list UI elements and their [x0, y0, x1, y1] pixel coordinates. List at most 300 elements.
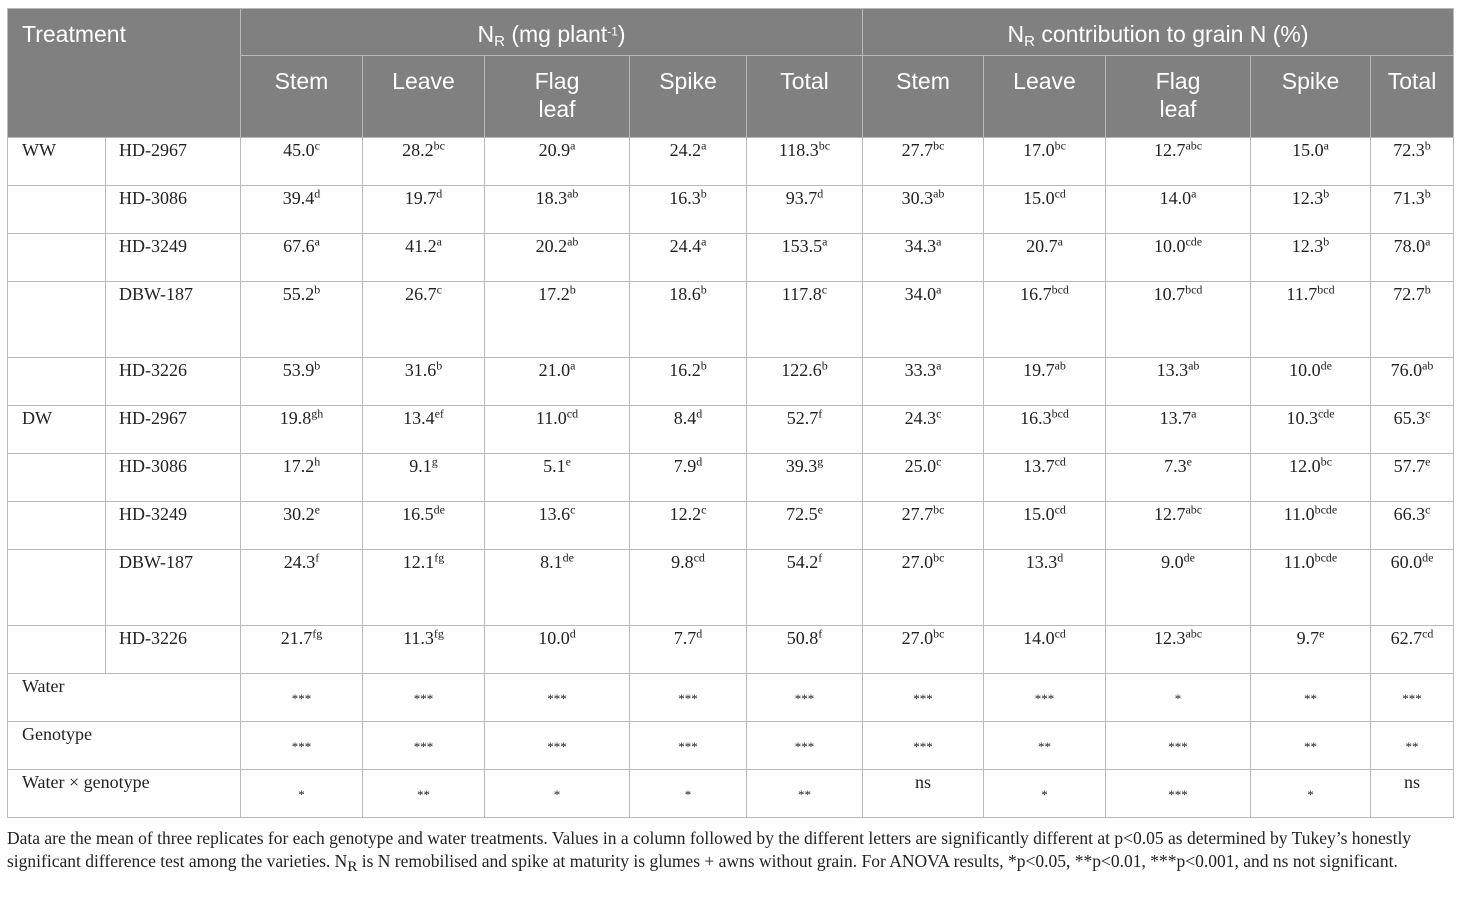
value-cell [747, 550, 863, 626]
anova-significance: *** [241, 722, 363, 770]
significance-letter: ab [567, 234, 579, 249]
value-cell [1106, 282, 1251, 358]
significance-letter: d [314, 186, 321, 201]
value-cell [863, 138, 984, 186]
column-header: Stem [863, 56, 984, 138]
value-cell [863, 282, 984, 358]
genotype-cell: HD-3249 [106, 234, 241, 282]
significance-letter: ab [1054, 358, 1066, 373]
significance-letter: e [565, 454, 571, 469]
value-cell [630, 186, 747, 234]
column-header: Stem [241, 56, 363, 138]
cell-value: 10.7 [1153, 284, 1186, 304]
significance-letter: c [936, 454, 942, 469]
anova-significance: ** [363, 770, 485, 818]
significance-letter: cd [1054, 502, 1066, 517]
significance-letter: de [562, 550, 574, 565]
cell-value: 18.3 [535, 188, 568, 208]
cell-value: 67.6 [283, 236, 315, 256]
table-row [8, 454, 1454, 502]
anova-row [8, 722, 1454, 770]
value-cell [241, 234, 363, 282]
significance-letter: ab [567, 186, 579, 201]
significance-letter: c [936, 406, 942, 421]
value-cell [1106, 550, 1251, 626]
anova-significance: *** [363, 674, 485, 722]
significance-letter: bcd [1185, 282, 1203, 297]
significance-letter: fg [434, 550, 445, 565]
value-cell [1371, 282, 1454, 358]
cell-value: 18.6 [669, 284, 701, 304]
significance-letter: de [1422, 550, 1434, 565]
genotype-cell: HD-2967 [106, 406, 241, 454]
value-cell [363, 626, 485, 674]
cell-value: 11.0 [1283, 504, 1315, 524]
significance-letter: bc [933, 502, 945, 517]
significance-letter: a [936, 358, 942, 373]
cell-value: 39.4 [282, 188, 315, 208]
table-row [8, 358, 1454, 406]
cell-value: 13.6 [538, 504, 571, 524]
significance-letter: bcd [1051, 406, 1069, 421]
value-cell [984, 138, 1106, 186]
significance-letter: abc [1185, 626, 1203, 641]
value-cell [863, 358, 984, 406]
anova-significance: * [630, 770, 747, 818]
significance-letter: c [570, 502, 576, 517]
table-row [8, 502, 1454, 550]
value-cell [241, 550, 363, 626]
table-row [8, 186, 1454, 234]
value-cell [1106, 406, 1251, 454]
significance-letter: c [1425, 406, 1431, 421]
significance-letter: e [1319, 626, 1325, 641]
significance-letter: a [314, 234, 320, 249]
cell-value: 45.0 [283, 140, 315, 160]
significance-letter: cde [1317, 406, 1335, 421]
value-cell [1371, 138, 1454, 186]
value-cell [630, 138, 747, 186]
cell-value: 7.3 [1164, 456, 1187, 476]
cell-value: 12.2 [669, 504, 702, 524]
header-treatment: Treatment [8, 9, 241, 138]
header-nr-contribution: $N_R$ contribution to grain N (%) [863, 9, 1454, 56]
cell-value: 8.1 [540, 552, 563, 572]
anova-significance: *** [747, 722, 863, 770]
cell-value: 65.3 [1393, 408, 1426, 428]
significance-letter: a [701, 138, 707, 153]
cell-value: 30.3 [901, 188, 934, 208]
value-cell [984, 550, 1106, 626]
significance-letter: b [700, 186, 707, 201]
anova-label: Genotype [8, 722, 241, 770]
cell-value: 10.0 [538, 628, 570, 648]
cell-value: 20.2 [535, 236, 568, 256]
significance-letter: e [314, 502, 320, 517]
cell-value: 27.0 [901, 552, 934, 572]
anova-significance: * [1106, 674, 1251, 722]
cell-value: 78.0 [1393, 236, 1426, 256]
value-cell [984, 186, 1106, 234]
value-cell [485, 282, 630, 358]
cell-value: 19.8 [279, 408, 312, 428]
value-cell [747, 406, 863, 454]
value-cell [363, 406, 485, 454]
value-cell [984, 454, 1106, 502]
cell-value: 71.3 [1393, 188, 1425, 208]
cell-value: 62.7 [1390, 628, 1423, 648]
anova-significance: ** [984, 722, 1106, 770]
cell-value: 39.3 [785, 456, 818, 476]
cell-value: 13.4 [403, 408, 435, 428]
value-cell [747, 454, 863, 502]
cell-value: 27.7 [901, 504, 934, 524]
significance-letter: cd [1054, 626, 1066, 641]
cell-value: 20.7 [1026, 236, 1058, 256]
value-cell [1106, 234, 1251, 282]
significance-letter: g [431, 454, 438, 469]
anova-significance: *** [1106, 770, 1251, 818]
genotype-cell: HD-2967 [106, 138, 241, 186]
cell-value: 33.3 [904, 360, 937, 380]
cell-value: 10.0 [1153, 236, 1186, 256]
value-cell [363, 358, 485, 406]
cell-value: 21.0 [538, 360, 571, 380]
anova-significance: *** [485, 722, 630, 770]
value-cell [1251, 454, 1371, 502]
significance-letter: bc [818, 138, 831, 153]
significance-letter: c [701, 502, 707, 517]
significance-letter: b [1323, 186, 1330, 201]
value-cell [863, 186, 984, 234]
cell-value: 93.7 [785, 188, 818, 208]
genotype-cell: HD-3226 [106, 626, 241, 674]
cell-value: 34.0 [904, 284, 937, 304]
value-cell [984, 406, 1106, 454]
value-cell [630, 358, 747, 406]
significance-letter: d [436, 186, 443, 201]
significance-letter: f [315, 550, 320, 565]
cell-value: 15.0 [1292, 140, 1324, 160]
cell-value: 16.3 [1020, 408, 1052, 428]
value-cell [863, 626, 984, 674]
cell-value: 118.3 [778, 140, 819, 160]
anova-significance: ns [863, 770, 984, 818]
value-cell [241, 454, 363, 502]
value-cell [863, 234, 984, 282]
significance-letter: bcde [1314, 502, 1338, 517]
table-row [8, 138, 1454, 186]
anova-label: Water × genotype [8, 770, 241, 818]
value-cell [363, 550, 485, 626]
cell-value: 41.2 [405, 236, 437, 256]
anova-significance: * [485, 770, 630, 818]
cell-value: 16.5 [402, 504, 434, 524]
cell-value: 24.3 [904, 408, 937, 428]
value-cell [863, 454, 984, 502]
value-cell [747, 138, 863, 186]
value-cell [1251, 550, 1371, 626]
treatment-cell [8, 358, 106, 406]
value-cell [1106, 502, 1251, 550]
anova-significance: *** [984, 674, 1106, 722]
cell-value: 30.2 [283, 504, 315, 524]
anova-significance: ** [747, 770, 863, 818]
anova-significance: *** [1371, 674, 1454, 722]
cell-value: 12.3 [1153, 628, 1186, 648]
cell-value: 27.7 [901, 140, 934, 160]
cell-value: 16.7 [1020, 284, 1052, 304]
value-cell [363, 454, 485, 502]
significance-letter: cd [1422, 626, 1434, 641]
significance-letter: bcd [1051, 282, 1069, 297]
cell-value: 12.3 [1291, 188, 1324, 208]
cell-value: 13.7 [1159, 408, 1192, 428]
value-cell [630, 626, 747, 674]
anova-significance: * [984, 770, 1106, 818]
value-cell [1251, 406, 1371, 454]
value-cell [363, 138, 485, 186]
cell-value: 11.0 [1283, 552, 1315, 572]
value-cell [630, 550, 747, 626]
value-cell [630, 454, 747, 502]
cell-value: 31.6 [404, 360, 437, 380]
anova-significance: *** [630, 674, 747, 722]
cell-value: 10.3 [1286, 408, 1318, 428]
value-cell [863, 406, 984, 454]
significance-letter: bc [1054, 138, 1066, 153]
significance-letter: a [436, 234, 442, 249]
anova-significance: *** [630, 722, 747, 770]
cell-value: 9.8 [671, 552, 694, 572]
anova-significance: * [241, 770, 363, 818]
column-header: Leave [984, 56, 1106, 138]
treatment-cell [8, 626, 106, 674]
cell-value: 13.3 [1025, 552, 1058, 572]
significance-letter: d [696, 454, 703, 469]
cell-value: 72.5 [786, 504, 818, 524]
cell-value: 19.7 [1023, 360, 1055, 380]
cell-value: 14.0 [1023, 628, 1055, 648]
cell-value: 12.0 [1289, 456, 1321, 476]
significance-letter: b [314, 358, 321, 373]
value-cell [984, 358, 1106, 406]
significance-letter: d [1057, 550, 1064, 565]
value-cell [363, 234, 485, 282]
cell-value: 15.0 [1023, 504, 1055, 524]
cell-value: 20.9 [538, 140, 571, 160]
value-cell [1371, 358, 1454, 406]
cell-value: 27.0 [901, 628, 934, 648]
cell-value: 8.4 [673, 408, 697, 428]
significance-letter: c [1425, 502, 1431, 517]
value-cell [363, 502, 485, 550]
anova-label: Water [8, 674, 241, 722]
header-nr-mg-plant: $N_R$ (mg plant$^{-1}$) [241, 9, 863, 56]
cell-value: 5.1 [543, 456, 566, 476]
genotype-cell: HD-3249 [106, 502, 241, 550]
significance-letter: b [1424, 282, 1431, 297]
value-cell [1251, 186, 1371, 234]
genotype-cell: HD-3086 [106, 454, 241, 502]
cell-value: 76.0 [1390, 360, 1423, 380]
cell-value: 34.3 [904, 236, 937, 256]
significance-letter: a [936, 234, 942, 249]
cell-value: 12.3 [1291, 236, 1324, 256]
cell-value: 24.3 [283, 552, 316, 572]
value-cell [1371, 406, 1454, 454]
value-cell [485, 138, 630, 186]
significance-letter: cd [1054, 186, 1066, 201]
column-header: Spike [1251, 56, 1371, 138]
significance-letter: gh [311, 406, 324, 421]
value-cell [363, 186, 485, 234]
genotype-cell: DBW-187 [106, 550, 241, 626]
cell-value: 66.3 [1393, 504, 1426, 524]
value-cell [485, 186, 630, 234]
table-row [8, 626, 1454, 674]
anova-significance: *** [747, 674, 863, 722]
significance-letter: e [1425, 454, 1431, 469]
value-cell [984, 626, 1106, 674]
value-cell [747, 186, 863, 234]
cell-value: 17.0 [1023, 140, 1055, 160]
table-row [8, 550, 1454, 626]
value-cell [1371, 502, 1454, 550]
cell-value: 57.7 [1393, 456, 1426, 476]
cell-value: 24.4 [669, 236, 702, 256]
anova-significance: *** [485, 674, 630, 722]
significance-letter: bc [933, 550, 945, 565]
significance-letter: d [696, 406, 703, 421]
genotype-cell: HD-3226 [106, 358, 241, 406]
significance-letter: f [818, 550, 823, 565]
significance-letter: e [817, 502, 823, 517]
cell-value: 10.0 [1289, 360, 1321, 380]
value-cell [1251, 282, 1371, 358]
value-cell [1251, 358, 1371, 406]
column-header: Leave [363, 56, 485, 138]
significance-letter: a [1191, 406, 1197, 421]
value-cell [1371, 626, 1454, 674]
significance-letter: b [436, 358, 443, 373]
significance-letter: b [700, 282, 707, 297]
significance-letter: abc [1185, 502, 1203, 517]
value-cell [630, 234, 747, 282]
cell-value: 53.9 [282, 360, 315, 380]
significance-letter: bc [433, 138, 445, 153]
significance-letter: h [314, 454, 321, 469]
cell-value: 117.8 [781, 284, 822, 304]
value-cell [1106, 186, 1251, 234]
significance-letter: a [1057, 234, 1063, 249]
significance-letter: a [822, 234, 828, 249]
treatment-cell [8, 282, 106, 358]
value-cell [485, 406, 630, 454]
anova-row [8, 674, 1454, 722]
genotype-cell: HD-3086 [106, 186, 241, 234]
value-cell [485, 550, 630, 626]
significance-letter: d [696, 626, 703, 641]
significance-letter: a [1191, 186, 1197, 201]
significance-letter: b [700, 358, 707, 373]
significance-letter: de [433, 502, 445, 517]
treatment-cell [8, 454, 106, 502]
value-cell [241, 358, 363, 406]
column-header: Flag leaf [1106, 56, 1251, 138]
value-cell [1251, 138, 1371, 186]
value-cell [747, 234, 863, 282]
value-cell [630, 282, 747, 358]
cell-value: 153.5 [781, 236, 823, 256]
results-table [7, 8, 1454, 818]
cell-value: 11.0 [535, 408, 567, 428]
value-cell [1106, 626, 1251, 674]
value-cell [241, 502, 363, 550]
treatment-cell [8, 550, 106, 626]
cell-value: 72.3 [1393, 140, 1425, 160]
significance-letter: c [821, 282, 828, 297]
value-cell [984, 234, 1106, 282]
significance-letter: c [436, 282, 442, 297]
cell-value: 24.2 [669, 140, 702, 160]
value-cell [1106, 138, 1251, 186]
value-cell [747, 282, 863, 358]
significance-letter: bc [1320, 454, 1332, 469]
significance-letter: b [1323, 234, 1330, 249]
table-row [8, 234, 1454, 282]
cell-value: 17.2 [538, 284, 570, 304]
table-row [8, 406, 1454, 454]
significance-letter: a [1425, 234, 1431, 249]
significance-letter: ab [933, 186, 945, 201]
cell-value: 16.3 [669, 188, 701, 208]
value-cell [1371, 550, 1454, 626]
cell-value: 52.7 [786, 408, 819, 428]
significance-letter: e [1186, 454, 1192, 469]
cell-value: 9.0 [1161, 552, 1184, 572]
treatment-cell [8, 186, 106, 234]
value-cell [863, 502, 984, 550]
significance-letter: bcd [1317, 282, 1335, 297]
cell-value: 50.8 [786, 628, 819, 648]
value-cell [1251, 234, 1371, 282]
significance-letter: a [1323, 138, 1329, 153]
value-cell [363, 282, 485, 358]
cell-value: 60.0 [1390, 552, 1423, 572]
anova-row [8, 770, 1454, 818]
value-cell [1106, 358, 1251, 406]
value-cell [241, 138, 363, 186]
anova-significance: ** [1251, 674, 1371, 722]
cell-value: 13.3 [1156, 360, 1189, 380]
treatment-cell [8, 234, 106, 282]
table-row [8, 282, 1454, 358]
value-cell [747, 502, 863, 550]
significance-letter: a [570, 138, 576, 153]
significance-letter: cd [1054, 454, 1066, 469]
cell-value: 9.1 [409, 456, 432, 476]
cell-value: 9.7 [1296, 628, 1320, 648]
significance-letter: a [570, 358, 576, 373]
value-cell [1106, 454, 1251, 502]
table-footnote: Data are the mean of three replicates for each genotype and water treatments. Values in a column followed by the different letters are significantly different at p<0.05 as determined by Tukey’s honestly significant difference test among the varieties. $N_R$ is N remobilised and spike at maturity is glumes + awns without grain. For ANOVA results, *p<0.05, **p<0.01, ***p<0.001, and ns not significant. [7, 828, 1412, 875]
value-cell [241, 186, 363, 234]
significance-letter: d [569, 626, 576, 641]
significance-letter: cd [566, 406, 579, 421]
column-header: Total [747, 56, 863, 138]
value-cell [863, 550, 984, 626]
